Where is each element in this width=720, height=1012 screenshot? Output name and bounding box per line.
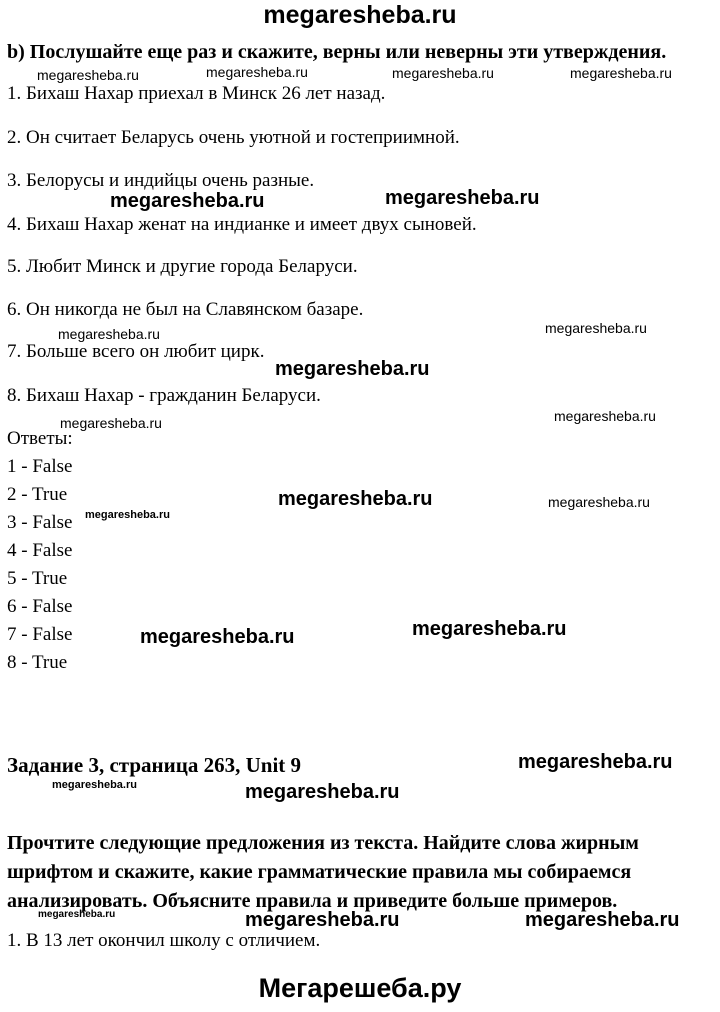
- watermark-text: megaresheba.ru: [385, 187, 540, 209]
- watermark-text: megaresheba.ru: [60, 415, 162, 431]
- task-3-sentence-1: 1. В 13 лет окончил школу с отличием.: [7, 930, 321, 951]
- watermark-text: megaresheba.ru: [206, 64, 308, 80]
- answer-8: 8 - True: [7, 652, 68, 673]
- instruction-line-1: Прочтите следующие предложения из текста. Найдите слова жирным: [7, 832, 639, 854]
- answers-label: Ответы:: [7, 428, 73, 449]
- task-3-instruction: [7, 829, 639, 916]
- statement-5: 5. Любит Минск и другие города Беларуси.: [7, 256, 358, 277]
- instruction-line-2: шрифтом и скажите, какие грамматические правила мы собираемся: [7, 861, 632, 883]
- answer-3: 3 - False: [7, 512, 73, 533]
- answer-2: 2 - True: [7, 484, 68, 505]
- watermark-text: megaresheba.ru: [85, 509, 170, 521]
- watermark-text: megaresheba.ru: [245, 781, 400, 803]
- watermark-text: megaresheba.ru: [245, 909, 400, 931]
- watermark-text: megaresheba.ru: [37, 67, 139, 83]
- answer-5: 5 - True: [7, 568, 68, 589]
- watermark-text: megaresheba.ru: [412, 618, 567, 640]
- watermark-text: megaresheba.ru: [545, 320, 647, 336]
- statement-2: 2. Он считает Беларусь очень уютной и гостеприимной.: [7, 127, 460, 148]
- watermark-text: megaresheba.ru: [52, 779, 137, 791]
- watermark-text: megaresheba.ru: [140, 626, 295, 648]
- watermark-text: megaresheba.ru: [548, 494, 650, 510]
- task-3-heading: Задание 3, страница 263, Unit 9: [7, 753, 302, 777]
- watermark-text: megaresheba.ru: [58, 326, 160, 342]
- answer-7: 7 - False: [7, 624, 73, 645]
- answer-4: 4 - False: [7, 540, 73, 561]
- watermark-text: megaresheba.ru: [525, 909, 680, 931]
- statement-6: 6. Он никогда не был на Славянском базаре.: [7, 299, 364, 320]
- answer-6: 6 - False: [7, 596, 73, 617]
- site-title: megaresheba.ru: [263, 1, 457, 29]
- watermark-text: megaresheba.ru: [518, 751, 673, 773]
- statement-3: 3. Белорусы и индийцы очень разные.: [7, 170, 315, 191]
- statement-4: 4. Бихаш Нахар женат на индианке и имеет двух сыновей.: [7, 214, 477, 235]
- answer-1: 1 - False: [7, 456, 73, 477]
- statement-8: 8. Бихаш Нахар - гражданин Беларуси.: [7, 385, 321, 406]
- statement-1: 1. Бихаш Нахар приехал в Минск 26 лет назад.: [7, 83, 386, 104]
- instruction-line-3: анализировать. Объясните правила и приведите больше примеров.: [7, 890, 618, 912]
- task-b-heading: b) Послушайте еще раз и скажите, верны или неверны эти утверждения.: [7, 41, 667, 63]
- watermark-text: megaresheba.ru: [275, 358, 430, 380]
- statement-7: 7. Больше всего он любит цирк.: [7, 341, 265, 362]
- watermark-text: megaresheba.ru: [554, 408, 656, 424]
- watermark-text: megaresheba.ru: [392, 65, 494, 81]
- watermark-text: megaresheba.ru: [110, 190, 265, 212]
- watermark-text: megaresheba.ru: [38, 909, 116, 920]
- watermark-text: megaresheba.ru: [278, 488, 433, 510]
- footer-title: Мегарешеба.ру: [258, 973, 462, 1003]
- watermark-text: megaresheba.ru: [570, 65, 672, 81]
